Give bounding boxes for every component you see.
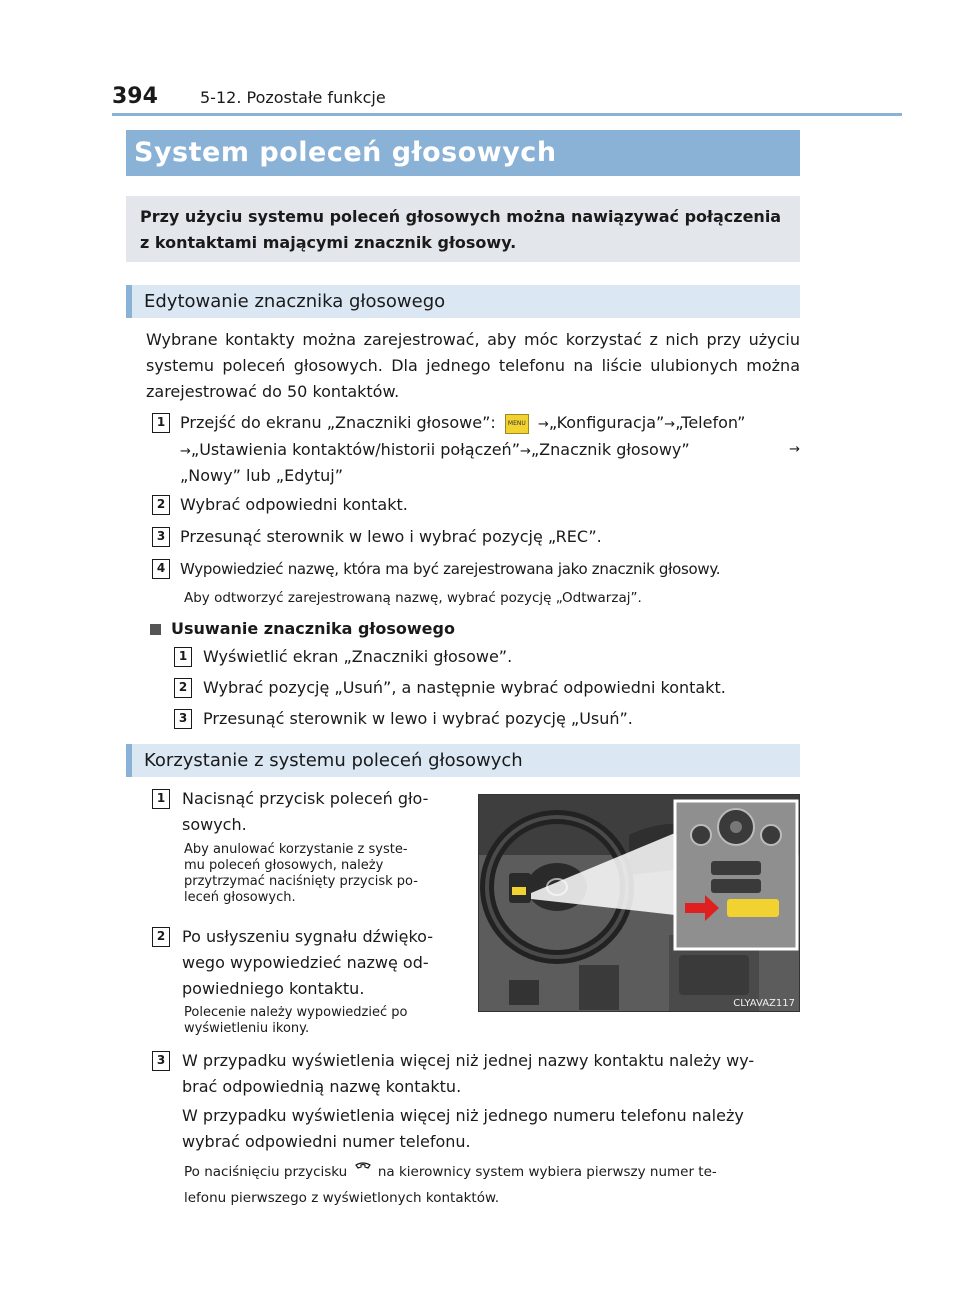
step-badge: 2	[152, 927, 170, 947]
step4-text: Wypowiedzieć nazwę, która ma być zarejestrowana jako znacznik głosowy.	[180, 560, 721, 578]
step1-text-e: „Znacznik głosowy”	[530, 440, 690, 459]
page-number: 394	[112, 84, 158, 109]
step2-text: Wybrać odpowiedni kontakt.	[180, 495, 408, 514]
sub-heading-delete-voice-tag	[150, 616, 455, 642]
s2-step3-note-line2: lefonu pierwszego z wyświetlonych kontaktów.	[184, 1190, 500, 1206]
step1-text-c: „Telefon”	[675, 413, 746, 432]
sub-heading-text: Usuwanie znacznika głosowego	[171, 619, 455, 638]
step-badge: 3	[174, 709, 192, 729]
step-badge: 1	[152, 789, 170, 809]
step-badge: 1	[152, 413, 170, 433]
step1-text-b: „Konfiguracja”	[548, 413, 665, 432]
s2-step1-note-line2: mu poleceń głosowych, należy	[184, 858, 384, 873]
step1-line3: „Nowy” lub „Edytuj”	[180, 466, 343, 485]
s2-step1-line2: sowych.	[182, 815, 247, 834]
s2-step2-note-line1: Polecenie należy wypowiedzieć po	[184, 1005, 408, 1020]
step1-text-d: „Ustawienia kontaktów/historii połączeń”	[190, 440, 520, 459]
step4-note: Aby odtworzyć zarejestrowaną nazwę, wybrać pozycję „Odtwarzaj”.	[184, 590, 642, 606]
section-heading-using-voice-command: Korzystanie z systemu poleceń głosowych	[126, 744, 800, 777]
sub-step2-text: Wybrać pozycję „Usuń”, a następnie wybrać odpowiedni kontakt.	[203, 678, 726, 697]
menu-button-icon: MENU	[505, 414, 529, 434]
sub-step3-text: Przesunąć sterownik w lewo i wybrać pozycję „Usuń”.	[203, 709, 633, 728]
s2-step2-line1: Po usłyszeniu sygnału dźwięko-	[182, 927, 433, 946]
s2-step1-note-line1: Aby anulować korzystanie z syste-	[184, 842, 408, 857]
s2-step1-note-line3: przytrzymać naciśnięty przycisk po-	[184, 874, 418, 889]
step1-line2	[180, 437, 800, 465]
square-bullet-icon	[150, 624, 161, 635]
s2-step3-note-b: na kierownicy system wybiera pierwszy numer te-	[377, 1164, 717, 1180]
step-badge: 1	[174, 647, 192, 667]
arrow-right-icon: →	[519, 444, 531, 459]
s2-step2-line3: powiedniego kontaktu.	[182, 979, 365, 998]
step1-text-a: Przejść do ekranu „Znaczniki głosowe”:	[180, 413, 496, 432]
arrow-right-icon: →	[789, 442, 800, 457]
step-badge: 2	[174, 678, 192, 698]
s2-step3-line1: W przypadku wyświetlenia więcej niż jednej nazwy kontaktu należy wy-	[182, 1051, 755, 1070]
sub-step1-text: Wyświetlić ekran „Znaczniki głosowe”.	[203, 647, 513, 666]
step3-text: Przesunąć sterownik w lewo i wybrać pozycję „REC”.	[180, 527, 602, 546]
s2-step1-note-line4: leceń głosowych.	[184, 890, 296, 905]
page-title: System poleceń głosowych	[126, 130, 800, 176]
s2-step2-note-line2: wyświetleniu ikony.	[184, 1021, 310, 1036]
intro-box: Przy użyciu systemu poleceń głosowych można nawiązywać połączenia z kontaktami mającymi znacznik głosowy.	[126, 196, 800, 262]
s2-step3-p2-line2: wybrać odpowiedni numer telefonu.	[182, 1132, 471, 1151]
step-badge: 3	[152, 527, 170, 547]
image-code: CLYAVAZ117	[733, 998, 795, 1009]
arrow-right-icon: →	[180, 444, 191, 459]
step-badge: 4	[152, 559, 170, 579]
s2-step1-line1: Nacisnąć przycisk poleceń gło-	[182, 789, 429, 808]
step-badge: 2	[152, 495, 170, 515]
s2-step3-note-a: Po naciśnięciu przycisku	[184, 1164, 348, 1180]
steering-wheel-illustration	[479, 795, 800, 1012]
s2-step3-line2: brać odpowiednią nazwę kontaktu.	[182, 1077, 462, 1096]
step-badge: 3	[152, 1051, 170, 1071]
s2-step3-note-line1	[184, 1162, 717, 1180]
arrow-right-icon: →	[664, 417, 676, 432]
s2-step3-p2-line1: W przypadku wyświetlenia więcej niż jednego numeru telefonu należy	[182, 1106, 744, 1125]
step1-line1	[180, 410, 745, 438]
arrow-right-icon: →	[537, 417, 549, 432]
section1-paragraph: Wybrane kontakty można zarejestrować, aby móc korzystać z nich przy użyciu systemu poleceń głosowych. Dla jednego telefonu na liście ulubionych można zarejestrować do 50 kontaktów.	[146, 330, 800, 401]
steering-wheel-photo	[478, 794, 800, 1012]
section-heading-edit-voice-tag: Edytowanie znacznika głosowego	[126, 285, 800, 318]
phone-icon	[352, 1162, 374, 1180]
header-divider	[112, 113, 902, 116]
s2-step2-line2: wego wypowiedzieć nazwę od-	[182, 953, 429, 972]
chapter-title: 5-12. Pozostałe funkcje	[200, 88, 386, 107]
